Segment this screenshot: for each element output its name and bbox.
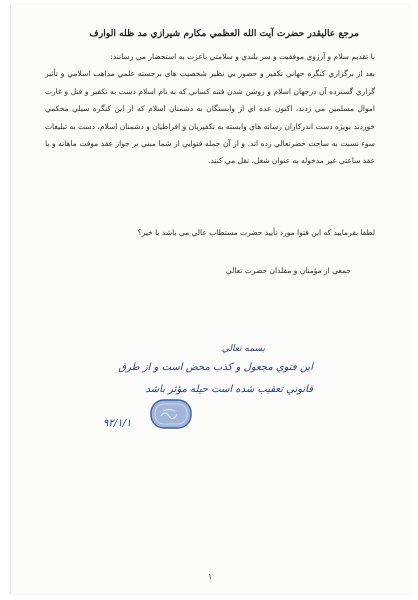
answer-basmala: بسمه تعالي <box>221 344 265 354</box>
answer-date: ۹۲/۱/۱ <box>103 418 132 429</box>
greeting-paragraph: با تقديم سلام و آرزوي موفقيت و سر بلندي و سلامتي باعزت به استحضار مي رسانند: <box>110 52 375 61</box>
letter-heading: مرجع عاليقدر حضرت آيت الله العظمي مكارم شيرازي مد ظله الوارف <box>89 28 359 39</box>
office-seal-stamp <box>149 397 193 431</box>
answer-line-1: اين فتوي مجعول و كذب محض است و از طرق <box>118 362 313 373</box>
page-number: ۱ <box>207 572 213 581</box>
question-line: لطفا بفرماييد كه اين فتوا مورد تأييد حضرت مستطاب عالي مي باشد يا خير؟ <box>137 228 375 237</box>
answer-line-2: قانوني تعقيب شده است حيله مؤثر باشد <box>145 384 313 395</box>
document-page <box>10 4 409 594</box>
signature-line: جمعي از مؤمنان و مقلدان حضرت تعالي <box>225 266 351 275</box>
main-paragraph: بعد از برگزاري كنگره جهاني تكفير و حضور بي نظير شخصيت هاي برجسته علمي مذاهب اسلامي و تأثير گزاري گسترده آن درجهان اسلام و روشن شدن فتنه كساني كه به نام اسلام دست به تكفير و قتل و غارت اموال مسلمين مي زدند، اكنون عده اي از وابستگان به دشمنان اسلام كه از اين كنگره سيلي محكمي خوردند بويژه دست اندركاران رسانه هاي وابسته به تكفيريان و افراطيان و دشمنان اسلام، دست به تبليغات سوء نسبت به ساحت حضرتعالي زده اند. و از آن جمله فتوايي از شما مبني بر جواز عقد موقت ماهانه و يا عقد ساعتي غير مدخوله به عنوان شغل، نقل مي كنند. <box>45 69 375 166</box>
letter-body <box>45 48 375 170</box>
